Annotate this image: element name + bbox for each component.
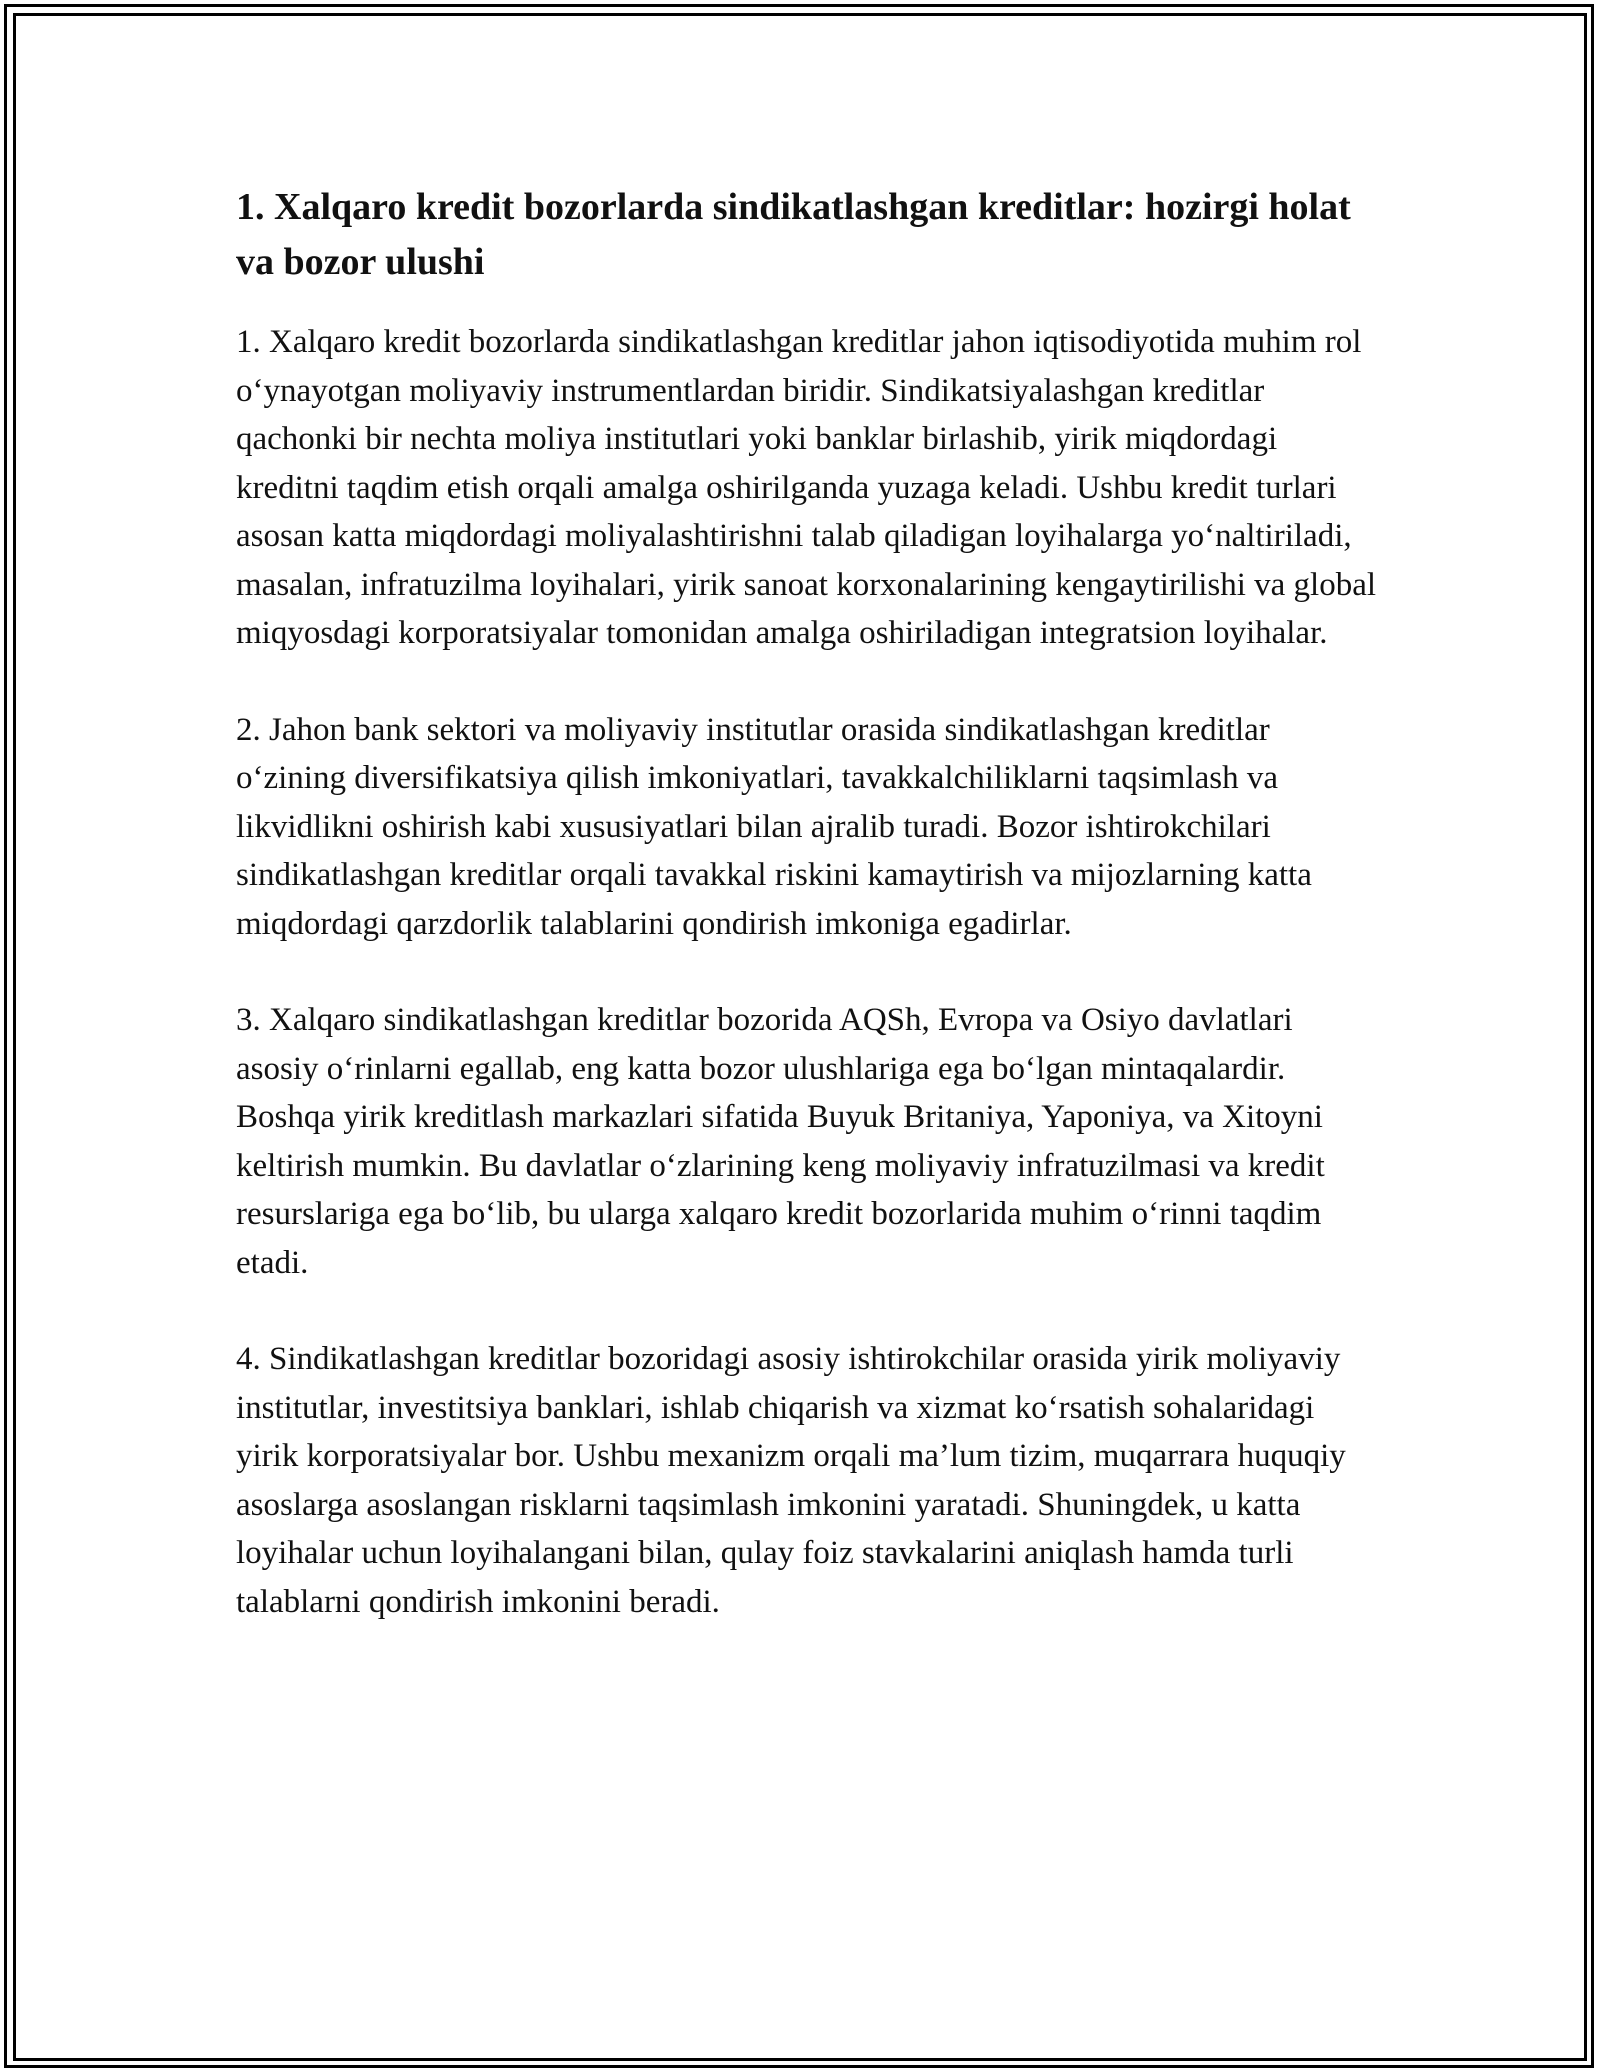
document-title: 1. Xalqaro kredit bozorlarda sindikatlashgan kreditlar: hozirgi holat va bozor ulushi [236, 186, 1351, 283]
paragraph-3: 3. Xalqaro sindikatlashgan kreditlar bozorida AQSh, Evropa va Osiyo davlatlari asosiy o‘rinlarni egallab, eng katta bozor ulushlariga ega bo‘lgan mintaqalardir. Boshqa yirik kreditlash markazlari sifatida Buyuk Britaniya, Yaponiya, va Xitoyni keltirish mumkin. Bu davlatlar o‘zlarining keng moliyaviy infratuzilmasi va kredit resurslariga ega bo‘lib, bu ularga xalqaro kredit bozorlarida muhim o‘rinni taqdim etadi. [236, 1002, 1325, 1281]
paragraph-1: 1. Xalqaro kredit bozorlarda sindikatlashgan kreditlar jahon iqtisodiyotida muhim rol o‘ynayotgan moliyaviy instrumentlardan biridir. Sindikatsiyalashgan kreditlar qachonki bir nechta moliya institutlari yoki banklar birlashib, yirik miqdordagi kreditni taqdim etish orqali amalga oshirilganda yuzaga keladi. Ushbu kredit turlari asosan katta miqdordagi moliyalashtirishni talab qiladigan loyihalarga yo‘naltiriladi, masalan, infratuzilma loyihalari, yirik sanoat korxonalarining kengaytirilishi va global miqyosdagi korporatsiyalar tomonidan amalga oshiriladigan integratsion loyihalar. [236, 324, 1377, 651]
paragraph-2: 2. Jahon bank sektori va moliyaviy institutlar orasida sindikatlashgan kreditlar o‘zining diversifikatsiya qilish imkoniyatlari, tavakkalchiliklarni taqsimlash va likvidlikni oshirish kabi xususiyatlari bilan ajralib turadi. Bozor ishtirokchilari sindikatlashgan kreditlar orqali tavakkal riskini kamaytirish va mijozlarning katta miqdordagi qarzdorlik talablarini qondirish imkoniga egadirlar. [236, 711, 1312, 942]
paragraph-4: 4. Sindikatlashgan kreditlar bozoridagi asosiy ishtirokchilar orasida yirik moliyaviy institutlar, investitsiya banklari, ishlab chiqarish va xizmat ko‘rsatish sohalaridagi yirik korporatsiyalar bor. Ushbu mexanizm orqali ma’lum tizim, muqarrara huquqiy asoslarga asoslangan risklarni taqsimlash imkonini yaratadi. Shuningdek, u katta loyihalar uchun loyihalangani bilan, qulay foiz stavkalarini aniqlash hamda turli talablarni qondirish imkonini beradi. [236, 1341, 1346, 1620]
document-page [236, 180, 1376, 1626]
